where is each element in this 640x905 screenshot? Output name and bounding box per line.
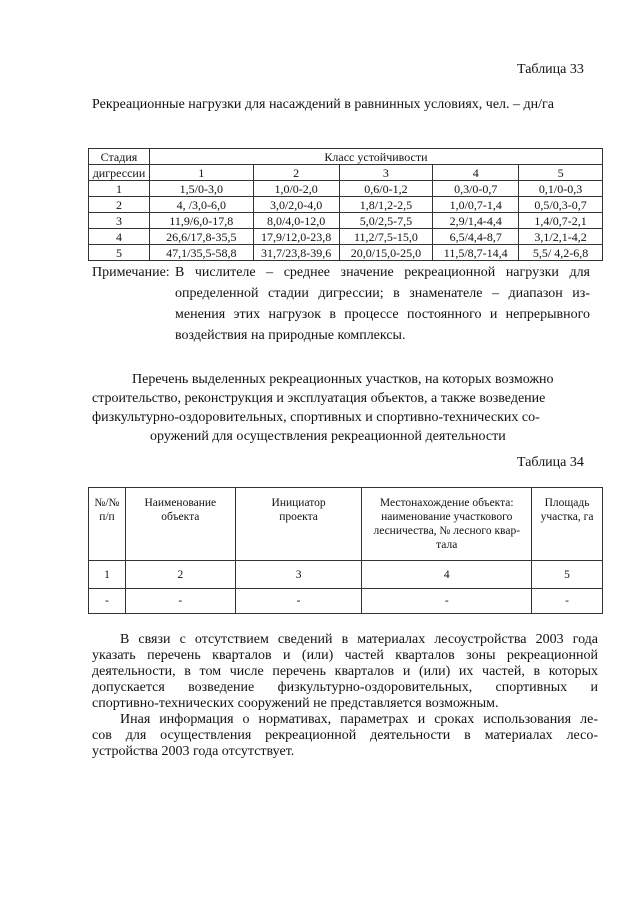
note-label: Примечание: xyxy=(92,265,170,280)
load-cell: 0,6/0-1,2 xyxy=(339,181,433,197)
class-5: 5 xyxy=(519,165,603,181)
col-num: 3 xyxy=(235,561,362,589)
load-cell: 4, /3,0-6,0 xyxy=(149,197,253,213)
paragraph-line: устройства 2003 года отсутствует. xyxy=(92,744,295,759)
note-line: менения этих нагрузок в процессе постоянного и непрерывного xyxy=(175,307,590,322)
table-33-caption: Таблица 33 xyxy=(517,62,584,77)
note-line: определенной стадии дигрессии; в знаменателе – диапазон из- xyxy=(175,286,590,301)
col-name-header: Наименование объекта xyxy=(125,488,235,561)
load-cell: 6,5/4,4-8,7 xyxy=(433,229,519,245)
table-34-caption: Таблица 34 xyxy=(517,455,584,470)
stage-header-2: дигрессии xyxy=(89,165,150,181)
load-cell: 11,9/6,0-17,8 xyxy=(149,213,253,229)
load-cell: 0,1/0-0,3 xyxy=(519,181,603,197)
table-cell: - xyxy=(235,589,362,614)
load-cell: 31,7/23,8-39,6 xyxy=(253,245,339,261)
table-cell: - xyxy=(532,589,603,614)
load-cell: 1,0/0-2,0 xyxy=(253,181,339,197)
class-1: 1 xyxy=(149,165,253,181)
stage-cell: 2 xyxy=(89,197,150,213)
load-cell: 5,5/ 4,2-6,8 xyxy=(519,245,603,261)
table-cell: - xyxy=(362,589,532,614)
paragraph-line: указать перечень кварталов и (или) частей кварталов зоны рекреационной xyxy=(92,648,598,663)
class-2: 2 xyxy=(253,165,339,181)
col-num: 5 xyxy=(532,561,603,589)
load-cell: 17,9/12,0-23,8 xyxy=(253,229,339,245)
paragraph-line: Иная информация о нормативах, параметрах и сроках использования ле- xyxy=(120,712,598,727)
class-header: Класс устойчивости xyxy=(149,149,602,165)
paragraph-line: деятельности, в том числе перечень кварталов и (или) их частей, в которых xyxy=(92,664,598,679)
col-number-header: №/№ п/п xyxy=(89,488,126,561)
note-line: В числителе – среднее значение рекреационной нагрузки для xyxy=(175,265,590,280)
class-4: 4 xyxy=(433,165,519,181)
paragraph-line: В связи с отсутствием сведений в материалах лесоустройства 2003 года xyxy=(120,632,598,647)
load-cell: 1,0/0,7-1,4 xyxy=(433,197,519,213)
load-cell: 0,5/0,3-0,7 xyxy=(519,197,603,213)
load-cell: 3,0/2,0-4,0 xyxy=(253,197,339,213)
load-cell: 1,5/0-3,0 xyxy=(149,181,253,197)
stage-cell: 5 xyxy=(89,245,150,261)
table-row xyxy=(89,213,603,229)
load-cell: 3,1/2,1-4,2 xyxy=(519,229,603,245)
col-num: 4 xyxy=(362,561,532,589)
table-row xyxy=(89,197,603,213)
load-cell: 20,0/15,0-25,0 xyxy=(339,245,433,261)
load-cell: 5,0/2,5-7,5 xyxy=(339,213,433,229)
table-cell: - xyxy=(125,589,235,614)
col-area-header: Площадь участка, га xyxy=(532,488,603,561)
load-cell: 1,4/0,7-2,1 xyxy=(519,213,603,229)
load-cell: 11,2/7,5-15,0 xyxy=(339,229,433,245)
load-cell: 8,0/4,0-12,0 xyxy=(253,213,339,229)
load-cell: 26,6/17,8-35,5 xyxy=(149,229,253,245)
table-row xyxy=(89,229,603,245)
table-row xyxy=(89,245,603,261)
load-cell: 2,9/1,4-4,4 xyxy=(433,213,519,229)
paragraph-line: сов для осуществления рекреационной деятельности в материалах лесо- xyxy=(92,728,598,743)
load-cell: 47,1/35,5-58,8 xyxy=(149,245,253,261)
stage-cell: 3 xyxy=(89,213,150,229)
table-cell: - xyxy=(89,589,126,614)
list-heading-line: физкультурно-оздоровительных, спортивных и спортивно-технических со- xyxy=(92,410,540,425)
load-cell: 1,8/1,2-2,5 xyxy=(339,197,433,213)
paragraph-line: спортивно-технических сооружений не представляется возможным. xyxy=(92,696,499,711)
col-location-header: Местонахождение объекта: наименование участкового лесничества, № лесного квар- тала xyxy=(362,488,532,561)
col-num: 2 xyxy=(125,561,235,589)
stage-cell: 4 xyxy=(89,229,150,245)
paragraph-line: допускается возведение физкультурно-оздоровительных, спортивных и xyxy=(92,680,598,695)
col-num: 1 xyxy=(89,561,126,589)
class-3: 3 xyxy=(339,165,433,181)
list-heading-line: оружений для осуществления рекреационной деятельности xyxy=(150,429,506,444)
list-heading-line: строительство, реконструкция и эксплуатация объектов, а также возведение xyxy=(92,391,546,406)
load-cell: 11,5/8,7-14,4 xyxy=(433,245,519,261)
col-initiator-header: Инициатор проекта xyxy=(235,488,362,561)
list-heading-line: Перечень выделенных рекреационных участков, на которых возможно xyxy=(132,372,554,387)
recreational-sites-table xyxy=(88,487,603,614)
recreational-load-table xyxy=(88,148,603,261)
note-line: воздействия на природные комплексы. xyxy=(175,328,406,343)
stage-cell: 1 xyxy=(89,181,150,197)
table-33-title: Рекреационные нагрузки для насаждений в равнинных условиях, чел. – дн/га xyxy=(92,97,554,112)
load-cell: 0,3/0-0,7 xyxy=(433,181,519,197)
table-row xyxy=(89,181,603,197)
stage-header: Стадия xyxy=(89,149,150,165)
